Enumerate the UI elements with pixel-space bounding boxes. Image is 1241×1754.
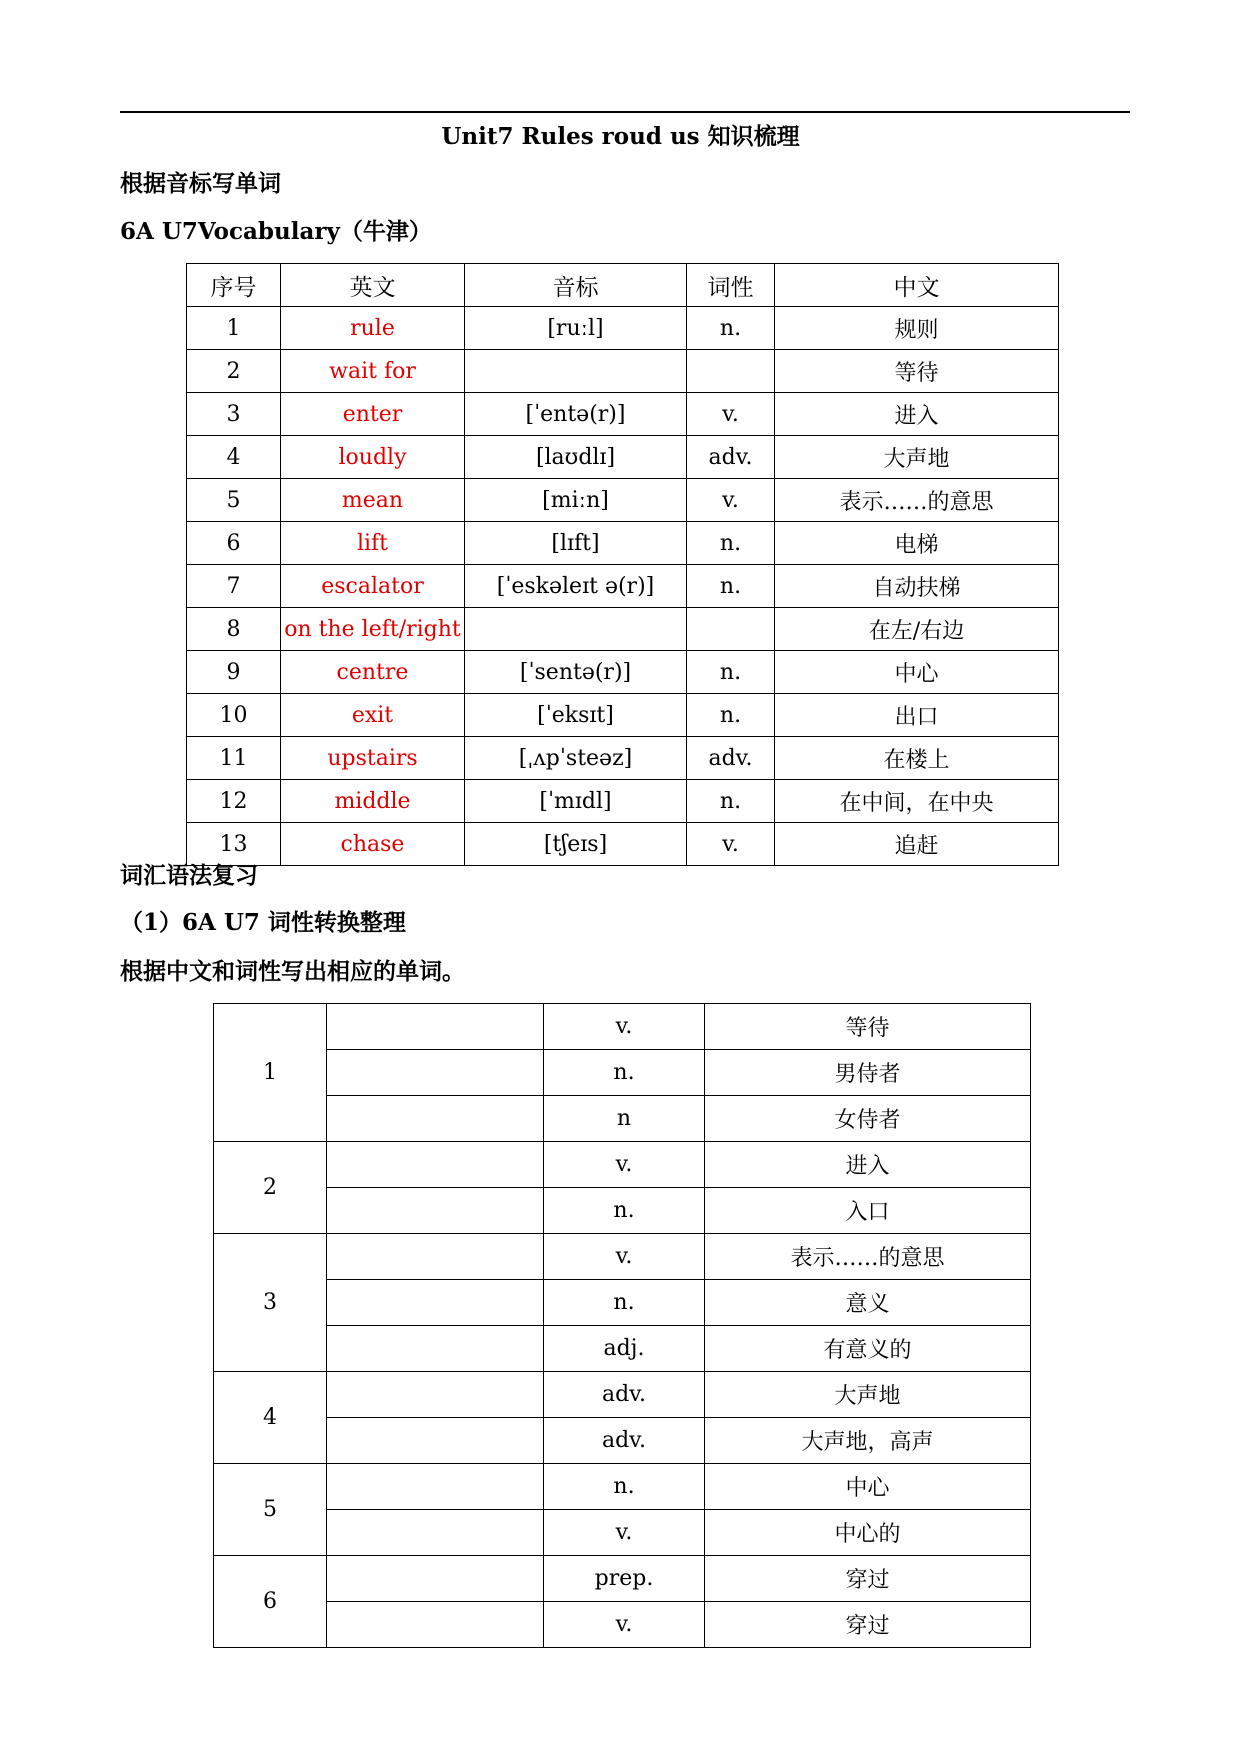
vocab-cell-pos: n. [687, 694, 775, 737]
table-row [187, 694, 1059, 737]
conv-answer-blank[interactable] [327, 1326, 544, 1372]
conv-cell-pos: v. [544, 1602, 705, 1648]
vocab-header-pos: 词性 [687, 264, 775, 307]
vocab-cell-no: 7 [187, 565, 281, 608]
conv-cell-zh: 表示……的意思 [705, 1234, 1031, 1280]
conv-group-number: 3 [214, 1234, 327, 1372]
vocab-cell-ipa: [miːn] [465, 479, 687, 522]
table-row [187, 350, 1059, 393]
vocab-cell-ipa: [ˈmɪdl] [465, 780, 687, 823]
conv-answer-blank[interactable] [327, 1188, 544, 1234]
vocab-cell-no: 3 [187, 393, 281, 436]
conv-answer-blank[interactable] [327, 1510, 544, 1556]
top-rule-line [120, 111, 1130, 113]
vocab-cell-ipa: [ruːl] [465, 307, 687, 350]
vocab-cell-zh: 出口 [775, 694, 1059, 737]
table-row [214, 1142, 1031, 1188]
conv-cell-pos: v. [544, 1234, 705, 1280]
conv-cell-pos: adv. [544, 1372, 705, 1418]
table-row [214, 1096, 1031, 1142]
table-row [187, 780, 1059, 823]
vocab-cell-en: rule [281, 307, 465, 350]
section-subheading-conversion: （1）6A U7 词性转换整理 [120, 909, 406, 936]
vocab-cell-pos [687, 350, 775, 393]
vocab-cell-zh: 进入 [775, 393, 1059, 436]
conv-answer-blank[interactable] [327, 1556, 544, 1602]
table-row [187, 436, 1059, 479]
vocab-cell-ipa: [ˌʌpˈsteəz] [465, 737, 687, 780]
vocab-cell-en: mean [281, 479, 465, 522]
table-row [214, 1004, 1031, 1050]
conv-answer-blank[interactable] [327, 1142, 544, 1188]
vocab-cell-zh: 追赶 [775, 823, 1059, 866]
vocab-cell-zh: 自动扶梯 [775, 565, 1059, 608]
vocab-cell-ipa: [tʃeɪs] [465, 823, 687, 866]
table-row [187, 307, 1059, 350]
vocab-cell-pos: v. [687, 393, 775, 436]
conv-answer-blank[interactable] [327, 1234, 544, 1280]
vocab-cell-no: 10 [187, 694, 281, 737]
conv-answer-blank[interactable] [327, 1372, 544, 1418]
conv-cell-zh: 中心 [705, 1464, 1031, 1510]
vocab-cell-en: wait for [281, 350, 465, 393]
vocab-cell-no: 13 [187, 823, 281, 866]
vocab-cell-pos: n. [687, 565, 775, 608]
vocab-cell-zh: 在楼上 [775, 737, 1059, 780]
conv-answer-blank[interactable] [327, 1004, 544, 1050]
conv-cell-zh: 中心的 [705, 1510, 1031, 1556]
conv-cell-zh: 男侍者 [705, 1050, 1031, 1096]
vocab-cell-ipa: [lɪft] [465, 522, 687, 565]
table-row [187, 565, 1059, 608]
vocab-cell-en: loudly [281, 436, 465, 479]
conv-cell-pos: v. [544, 1004, 705, 1050]
vocab-cell-no: 6 [187, 522, 281, 565]
vocab-cell-ipa: [laʊdlɪ] [465, 436, 687, 479]
vocab-cell-zh: 规则 [775, 307, 1059, 350]
table-row [214, 1372, 1031, 1418]
vocab-cell-ipa: [ˈsentə(r)] [465, 651, 687, 694]
conv-answer-blank[interactable] [327, 1050, 544, 1096]
vocab-cell-pos: n. [687, 651, 775, 694]
table-row [214, 1510, 1031, 1556]
conv-answer-blank[interactable] [327, 1280, 544, 1326]
table-row [214, 1602, 1031, 1648]
vocab-cell-ipa: [ˈentə(r)] [465, 393, 687, 436]
conv-cell-zh: 进入 [705, 1142, 1031, 1188]
conv-cell-zh: 意义 [705, 1280, 1031, 1326]
vocab-cell-no: 12 [187, 780, 281, 823]
vocab-cell-en: enter [281, 393, 465, 436]
vocab-cell-en: exit [281, 694, 465, 737]
table-row [187, 479, 1059, 522]
vocab-header-en: 英文 [281, 264, 465, 307]
page-title: Unit7 Rules roud us 知识梳理 [441, 123, 800, 150]
conv-cell-zh: 有意义的 [705, 1326, 1031, 1372]
conv-cell-zh: 穿过 [705, 1556, 1031, 1602]
conv-group-number: 2 [214, 1142, 327, 1234]
vocab-cell-zh: 在左/右边 [775, 608, 1059, 651]
table-row [214, 1280, 1031, 1326]
vocab-cell-pos: adv. [687, 737, 775, 780]
section-heading-phonetics: 根据音标写单词 [120, 170, 281, 197]
vocab-cell-ipa [465, 350, 687, 393]
conv-cell-pos: n [544, 1096, 705, 1142]
table-row [187, 737, 1059, 780]
vocab-cell-pos: n. [687, 307, 775, 350]
vocab-cell-en: on the left/right [281, 608, 465, 651]
vocab-cell-no: 9 [187, 651, 281, 694]
conv-cell-zh: 大声地 [705, 1372, 1031, 1418]
conv-cell-pos: prep. [544, 1556, 705, 1602]
conv-cell-zh: 穿过 [705, 1602, 1031, 1648]
section-subheading-vocabulary: 6A U7Vocabulary（牛津） [120, 218, 432, 245]
table-row [187, 393, 1059, 436]
vocab-cell-en: centre [281, 651, 465, 694]
conv-cell-pos: v. [544, 1142, 705, 1188]
vocab-cell-en: lift [281, 522, 465, 565]
conv-answer-blank[interactable] [327, 1096, 544, 1142]
word-conversion-table [213, 1003, 1031, 1648]
vocab-cell-no: 11 [187, 737, 281, 780]
conv-group-number: 1 [214, 1004, 327, 1142]
conv-cell-zh: 入口 [705, 1188, 1031, 1234]
vocabulary-header-row [187, 264, 1059, 307]
vocab-cell-ipa: [ˈeskəleɪt ə(r)] [465, 565, 687, 608]
conv-answer-blank[interactable] [327, 1464, 544, 1510]
vocab-cell-no: 8 [187, 608, 281, 651]
table-row [214, 1464, 1031, 1510]
conv-answer-blank[interactable] [327, 1602, 544, 1648]
table-row [187, 608, 1059, 651]
vocab-cell-zh: 大声地 [775, 436, 1059, 479]
section-instruction: 根据中文和词性写出相应的单词。 [120, 958, 465, 985]
vocab-header-ipa: 音标 [465, 264, 687, 307]
vocab-cell-pos: adv. [687, 436, 775, 479]
vocab-cell-zh: 表示……的意思 [775, 479, 1059, 522]
table-row [187, 823, 1059, 866]
vocab-cell-pos: v. [687, 479, 775, 522]
conv-answer-blank[interactable] [327, 1418, 544, 1464]
conv-cell-zh: 大声地，高声 [705, 1418, 1031, 1464]
conv-cell-pos: v. [544, 1510, 705, 1556]
conv-cell-pos: n. [544, 1188, 705, 1234]
vocab-cell-pos: n. [687, 522, 775, 565]
table-row [214, 1556, 1031, 1602]
vocab-cell-zh: 电梯 [775, 522, 1059, 565]
vocab-cell-ipa: [ˈeksɪt] [465, 694, 687, 737]
vocab-cell-no: 4 [187, 436, 281, 479]
vocab-cell-pos: v. [687, 823, 775, 866]
conv-group-number: 6 [214, 1556, 327, 1648]
conv-cell-zh: 女侍者 [705, 1096, 1031, 1142]
table-row [187, 651, 1059, 694]
vocab-header-no: 序号 [187, 264, 281, 307]
vocab-cell-no: 2 [187, 350, 281, 393]
table-row [214, 1326, 1031, 1372]
conv-cell-pos: adv. [544, 1418, 705, 1464]
vocab-cell-en: upstairs [281, 737, 465, 780]
conv-group-number: 4 [214, 1372, 327, 1464]
vocab-cell-zh: 在中间，在中央 [775, 780, 1059, 823]
table-row [214, 1188, 1031, 1234]
table-row [214, 1234, 1031, 1280]
conv-cell-zh: 等待 [705, 1004, 1031, 1050]
table-row [214, 1050, 1031, 1096]
vocab-cell-en: escalator [281, 565, 465, 608]
vocab-header-zh: 中文 [775, 264, 1059, 307]
vocab-cell-en: middle [281, 780, 465, 823]
conv-cell-pos: n. [544, 1464, 705, 1510]
vocab-cell-zh: 中心 [775, 651, 1059, 694]
vocab-cell-no: 5 [187, 479, 281, 522]
conv-cell-pos: adj. [544, 1326, 705, 1372]
conv-group-number: 5 [214, 1464, 327, 1556]
vocab-cell-zh: 等待 [775, 350, 1059, 393]
vocabulary-table [186, 263, 1059, 866]
vocab-cell-pos: n. [687, 780, 775, 823]
conv-cell-pos: n. [544, 1050, 705, 1096]
vocab-cell-pos [687, 608, 775, 651]
table-row [214, 1418, 1031, 1464]
section-heading-review: 词汇语法复习 [120, 862, 258, 889]
vocab-cell-no: 1 [187, 307, 281, 350]
vocab-cell-ipa [465, 608, 687, 651]
conv-cell-pos: n. [544, 1280, 705, 1326]
table-row [187, 522, 1059, 565]
vocab-cell-en: chase [281, 823, 465, 866]
